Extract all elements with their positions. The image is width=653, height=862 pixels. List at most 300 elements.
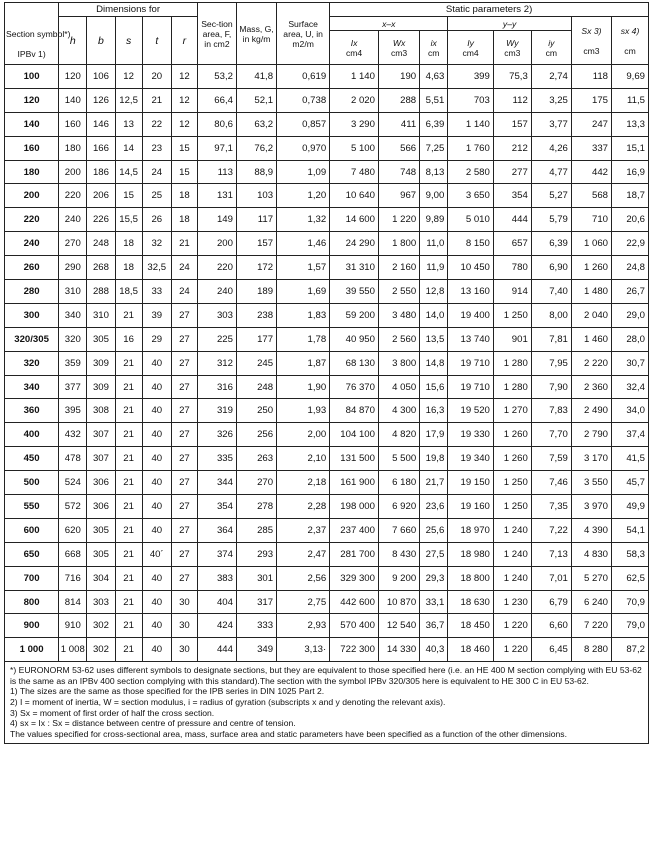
value-cell: 126 (87, 88, 115, 112)
value-cell: 21 (115, 375, 142, 399)
value-cell: 248 (87, 232, 115, 256)
value-cell: 166 (87, 136, 115, 160)
value-cell: 25,6 (420, 518, 448, 542)
value-cell: 87,2 (612, 638, 649, 662)
value-cell: 19,8 (420, 447, 448, 471)
value-cell: 3 290 (330, 112, 379, 136)
table-row (5, 566, 649, 590)
value-cell: 32,4 (612, 375, 649, 399)
value-cell: 2 220 (571, 351, 611, 375)
value-cell: 1,57 (277, 256, 330, 280)
value-cell: 40 (142, 351, 171, 375)
value-cell: 10 870 (378, 590, 419, 614)
value-cell: 16,3 (420, 399, 448, 423)
value-cell: 190 (378, 65, 419, 89)
sx2-unit: cm (624, 45, 636, 56)
value-cell: 131 500 (330, 447, 379, 471)
value-cell: 12 540 (378, 614, 419, 638)
value-cell: 40 (142, 399, 171, 423)
value-cell: 40 (142, 590, 171, 614)
value-cell: 240 (59, 208, 87, 232)
section-symbol-cell: 140 (5, 112, 59, 136)
section-symbol-cell: 700 (5, 566, 59, 590)
value-cell: 722 300 (330, 638, 379, 662)
value-cell: 2,18 (277, 471, 330, 495)
value-cell: 277 (493, 160, 531, 184)
section-symbol-cell: 600 (5, 518, 59, 542)
value-cell: 444 (493, 208, 531, 232)
section-symbol-cell: 220 (5, 208, 59, 232)
table-row (5, 88, 649, 112)
value-cell: 18,7 (612, 184, 649, 208)
value-cell: 3 650 (448, 184, 494, 208)
value-cell: 1 270 (493, 399, 531, 423)
section-symbol-cell: 200 (5, 184, 59, 208)
dim-b-header: b (87, 17, 115, 65)
value-cell: 1,46 (277, 232, 330, 256)
value-cell: 1 250 (493, 471, 531, 495)
section-symbol-sub-label: IPBv 1) (17, 49, 46, 59)
value-cell: 309 (87, 351, 115, 375)
value-cell: 14,8 (420, 351, 448, 375)
value-cell: 566 (378, 136, 419, 160)
value-cell: 11,5 (612, 88, 649, 112)
value-cell: 1 760 (448, 136, 494, 160)
table-body (5, 65, 649, 662)
value-cell: 329 300 (330, 566, 379, 590)
value-cell: 9,89 (420, 208, 448, 232)
value-cell: 40 (142, 638, 171, 662)
value-cell: 34,0 (612, 399, 649, 423)
value-cell: 26 (142, 208, 171, 232)
section-symbol-cell: 900 (5, 614, 59, 638)
value-cell: 901 (493, 327, 531, 351)
value-cell: 189 (236, 280, 276, 304)
value-cell: 19 340 (448, 447, 494, 471)
value-cell: 27 (171, 542, 197, 566)
value-cell: 5,27 (531, 184, 571, 208)
value-cell: 335 (197, 447, 236, 471)
value-cell: 337 (571, 136, 611, 160)
value-cell: 308 (87, 399, 115, 423)
value-cell: 710 (571, 208, 611, 232)
value-cell: 21 (115, 423, 142, 447)
value-cell: 25 (142, 184, 171, 208)
value-cell: 1,93 (277, 399, 330, 423)
value-cell: 30,7 (612, 351, 649, 375)
value-cell: 4 390 (571, 518, 611, 542)
value-cell: 1,83 (277, 303, 330, 327)
value-cell: 444 (197, 638, 236, 662)
value-cell: 21 (115, 471, 142, 495)
value-cell: 161 900 (330, 471, 379, 495)
value-cell: 29 (142, 327, 171, 351)
value-cell: 24 (171, 256, 197, 280)
value-cell: 1 230 (493, 590, 531, 614)
value-cell: 14 (115, 136, 142, 160)
value-cell: 45,7 (612, 471, 649, 495)
table-row (5, 303, 649, 327)
value-cell: 309 (87, 375, 115, 399)
footnotes (4, 662, 649, 744)
value-cell: 2 020 (330, 88, 379, 112)
table-row (5, 327, 649, 351)
value-cell: 146 (87, 112, 115, 136)
section-symbol-cell: 450 (5, 447, 59, 471)
footnote-1: 1) The sizes are the same as those specified for the IPB series in DIN 1025 Part 2. (10, 686, 325, 697)
value-cell: 914 (493, 280, 531, 304)
value-cell: 27 (171, 471, 197, 495)
table-row (5, 375, 649, 399)
value-cell: 359 (59, 351, 87, 375)
value-cell: 18,5 (115, 280, 142, 304)
value-cell: 302 (87, 614, 115, 638)
dim-t-header: t (142, 17, 171, 65)
value-cell: 39 550 (330, 280, 379, 304)
value-cell: 780 (493, 256, 531, 280)
value-cell: 7,83 (531, 399, 571, 423)
value-cell: 305 (87, 518, 115, 542)
value-cell: 15 (171, 136, 197, 160)
value-cell: 18 450 (448, 614, 494, 638)
value-cell: 288 (87, 280, 115, 304)
table-row (5, 423, 649, 447)
value-cell: 748 (378, 160, 419, 184)
value-cell: 11,9 (420, 256, 448, 280)
value-cell: 2,10 (277, 447, 330, 471)
value-cell: 19 710 (448, 351, 494, 375)
value-cell: 2 360 (571, 375, 611, 399)
value-cell: 13 (115, 112, 142, 136)
value-cell: 40 (142, 447, 171, 471)
value-cell: 30 (171, 638, 197, 662)
value-cell: 668 (59, 542, 87, 566)
value-cell: 11,0 (420, 232, 448, 256)
value-cell: 22 (142, 112, 171, 136)
value-cell: 8,00 (531, 303, 571, 327)
value-cell: 814 (59, 590, 87, 614)
value-cell: 304 (87, 566, 115, 590)
mass-header: Mass, G, in kg/m (236, 3, 276, 65)
section-symbol-cell: 120 (5, 88, 59, 112)
sx2-header (612, 17, 649, 65)
value-cell: 7,95 (531, 351, 571, 375)
value-cell: 270 (236, 471, 276, 495)
value-cell: 40 (142, 471, 171, 495)
table-row (5, 160, 649, 184)
value-cell: 40 (142, 566, 171, 590)
value-cell: 106 (87, 65, 115, 89)
value-cell: 220 (197, 256, 236, 280)
axis-xx-header: x–x (330, 17, 448, 31)
value-cell: 7,13 (531, 542, 571, 566)
value-cell: 572 (59, 495, 87, 519)
value-cell: 1 220 (493, 614, 531, 638)
value-cell: 910 (59, 614, 87, 638)
wx-header (378, 31, 419, 65)
value-cell: 302 (87, 638, 115, 662)
value-cell: 4,63 (420, 65, 448, 89)
value-cell: 84 870 (330, 399, 379, 423)
value-cell: 2 580 (448, 160, 494, 184)
value-cell: 568 (571, 184, 611, 208)
value-cell: 66,4 (197, 88, 236, 112)
value-cell: 524 (59, 471, 87, 495)
value-cell: 23,6 (420, 495, 448, 519)
value-cell: 716 (59, 566, 87, 590)
value-cell: 15,6 (420, 375, 448, 399)
value-cell: 4 050 (378, 375, 419, 399)
value-cell: 9,69 (612, 65, 649, 89)
value-cell: 2 550 (378, 280, 419, 304)
section-symbol-cell: 650 (5, 542, 59, 566)
value-cell: 18 (115, 256, 142, 280)
value-cell: 8 430 (378, 542, 419, 566)
value-cell: 1 240 (493, 566, 531, 590)
value-cell: 97,1 (197, 136, 236, 160)
section-symbol-cell: 300 (5, 303, 59, 327)
value-cell: 8,13 (420, 160, 448, 184)
value-cell: 59 200 (330, 303, 379, 327)
value-cell: 1 240 (493, 542, 531, 566)
value-cell: 354 (493, 184, 531, 208)
value-cell: 7,81 (531, 327, 571, 351)
value-cell: 18 800 (448, 566, 494, 590)
table-row (5, 136, 649, 160)
value-cell: 349 (236, 638, 276, 662)
value-cell: 340 (59, 303, 87, 327)
value-cell: 23 (142, 136, 171, 160)
value-cell: 0,738 (277, 88, 330, 112)
dim-r-header: r (171, 17, 197, 65)
value-cell: 320 (59, 327, 87, 351)
value-cell: 4 820 (378, 423, 419, 447)
value-cell: 30 (171, 614, 197, 638)
value-cell: 113 (197, 160, 236, 184)
value-cell: 88,9 (236, 160, 276, 184)
value-cell: 15 (171, 160, 197, 184)
value-cell: 8 280 (571, 638, 611, 662)
value-cell: 377 (59, 375, 87, 399)
value-cell: 1,90 (277, 375, 330, 399)
value-cell: 12 (171, 112, 197, 136)
value-cell: 2,75 (277, 590, 330, 614)
value-cell: 16,9 (612, 160, 649, 184)
value-cell: 1 240 (493, 518, 531, 542)
value-cell: 424 (197, 614, 236, 638)
value-cell: 18 970 (448, 518, 494, 542)
value-cell: 967 (378, 184, 419, 208)
value-cell: 41,5 (612, 447, 649, 471)
value-cell: 319 (197, 399, 236, 423)
value-cell: 62,5 (612, 566, 649, 590)
value-cell: 39 (142, 303, 171, 327)
value-cell: 5 010 (448, 208, 494, 232)
value-cell: 19 520 (448, 399, 494, 423)
value-cell: 14,5 (115, 160, 142, 184)
value-cell: 63,2 (236, 112, 276, 136)
value-cell: 6,90 (531, 256, 571, 280)
value-cell: 432 (59, 423, 87, 447)
table-row (5, 590, 649, 614)
section-properties-table (4, 2, 649, 662)
value-cell: 2,28 (277, 495, 330, 519)
value-cell: 12 (171, 88, 197, 112)
value-cell: 303 (87, 590, 115, 614)
table-row (5, 471, 649, 495)
value-cell: 27 (171, 495, 197, 519)
value-cell: 29,0 (612, 303, 649, 327)
static-parameters-header: Static parameters 2) (330, 3, 649, 17)
value-cell: 278 (236, 495, 276, 519)
value-cell: 306 (87, 471, 115, 495)
value-cell: 5 100 (330, 136, 379, 160)
value-cell: 0,619 (277, 65, 330, 89)
value-cell: 6 920 (378, 495, 419, 519)
table-row (5, 256, 649, 280)
value-cell: 395 (59, 399, 87, 423)
value-cell: 6 180 (378, 471, 419, 495)
value-cell: 27 (171, 447, 197, 471)
value-cell: 285 (236, 518, 276, 542)
value-cell: 7,90 (531, 375, 571, 399)
ix-unit: cm4 (345, 47, 363, 58)
axis-yy-header: y–y (448, 17, 572, 31)
value-cell: 12 (171, 65, 197, 89)
value-cell: 160 (59, 112, 87, 136)
value-cell: 12 (115, 65, 142, 89)
surface-area-header: Surface area, U, in m2/m (277, 3, 330, 65)
value-cell: 310 (59, 280, 87, 304)
value-cell: 40 (142, 495, 171, 519)
value-cell: 5 270 (571, 566, 611, 590)
dim-s-header: s (115, 17, 142, 65)
value-cell: 27 (171, 351, 197, 375)
table-row (5, 232, 649, 256)
value-cell: 333 (236, 614, 276, 638)
value-cell: 1 800 (378, 232, 419, 256)
value-cell: 7,22 (531, 518, 571, 542)
section-symbol-cell: 800 (5, 590, 59, 614)
value-cell: 310 (87, 303, 115, 327)
value-cell: 54,1 (612, 518, 649, 542)
value-cell: 6,39 (420, 112, 448, 136)
value-cell: 27 (171, 375, 197, 399)
value-cell: 703 (448, 88, 494, 112)
value-cell: 198 000 (330, 495, 379, 519)
value-cell: 247 (571, 112, 611, 136)
sx-header (571, 17, 611, 65)
value-cell: 0,857 (277, 112, 330, 136)
value-cell: 290 (59, 256, 87, 280)
value-cell: 248 (236, 375, 276, 399)
value-cell: 172 (236, 256, 276, 280)
value-cell: 1,32 (277, 208, 330, 232)
value-cell: 33,1 (420, 590, 448, 614)
value-cell: 21 (115, 542, 142, 566)
value-cell: 478 (59, 447, 87, 471)
value-cell: 657 (493, 232, 531, 256)
section-symbol-cell: 340 (5, 375, 59, 399)
value-cell: 256 (236, 423, 276, 447)
section-symbol-cell: 180 (5, 160, 59, 184)
value-cell: 3 800 (378, 351, 419, 375)
value-cell: 177 (236, 327, 276, 351)
wy-symbol: Wy (506, 37, 519, 48)
value-cell: 354 (197, 495, 236, 519)
value-cell: 2 790 (571, 423, 611, 447)
iy2-unit: cm (545, 47, 558, 58)
value-cell: 307 (87, 447, 115, 471)
ix-header (330, 31, 379, 65)
value-cell: 2,93 (277, 614, 330, 638)
value-cell: 157 (236, 232, 276, 256)
value-cell: 399 (448, 65, 494, 89)
table-header (5, 3, 649, 65)
value-cell: 3,13· (277, 638, 330, 662)
section-symbol-cell: 500 (5, 471, 59, 495)
table-row (5, 447, 649, 471)
value-cell: 226 (87, 208, 115, 232)
value-cell: 1 260 (493, 447, 531, 471)
value-cell: 32,5 (142, 256, 171, 280)
value-cell: 200 (59, 160, 87, 184)
value-cell: 1,87 (277, 351, 330, 375)
wx-unit: cm3 (390, 47, 408, 58)
table-row (5, 542, 649, 566)
value-cell: 6 240 (571, 590, 611, 614)
value-cell: 12,8 (420, 280, 448, 304)
value-cell: 2,47 (277, 542, 330, 566)
value-cell: 14,0 (420, 303, 448, 327)
dimensions-for-header: Dimensions for (59, 3, 198, 17)
dim-h-header: h (59, 17, 87, 65)
value-cell: 1 220 (378, 208, 419, 232)
iy2-symbol: iy (548, 37, 555, 48)
value-cell: 2,00 (277, 423, 330, 447)
section-symbol-cell: 280 (5, 280, 59, 304)
value-cell: 7 660 (378, 518, 419, 542)
value-cell: 1,09 (277, 160, 330, 184)
section-symbol-label: Section symbol*) (6, 29, 71, 39)
value-cell: 1 140 (330, 65, 379, 89)
value-cell: 131 (197, 184, 236, 208)
value-cell: 306 (87, 495, 115, 519)
value-cell: 305 (87, 327, 115, 351)
value-cell: 442 600 (330, 590, 379, 614)
value-cell: 40 (142, 375, 171, 399)
value-cell: 6,60 (531, 614, 571, 638)
value-cell: 1,69 (277, 280, 330, 304)
value-cell: 326 (197, 423, 236, 447)
value-cell: 75,3 (493, 65, 531, 89)
footnote-4: 4) sx = Ix : Sx = distance between centre of pressure and centre of tension. (10, 718, 296, 729)
value-cell: 7 480 (330, 160, 379, 184)
value-cell: 263 (236, 447, 276, 471)
value-cell: 140 (59, 88, 87, 112)
value-cell: 12,5 (115, 88, 142, 112)
value-cell: 7,59 (531, 447, 571, 471)
section-symbol-cell: 320/305 (5, 327, 59, 351)
value-cell: 225 (197, 327, 236, 351)
value-cell: 16 (115, 327, 142, 351)
value-cell: 245 (236, 351, 276, 375)
value-cell: 79,0 (612, 614, 649, 638)
value-cell: 9 200 (378, 566, 419, 590)
value-cell: 1 260 (493, 423, 531, 447)
value-cell: 1,20 (277, 184, 330, 208)
value-cell: 21,7 (420, 471, 448, 495)
